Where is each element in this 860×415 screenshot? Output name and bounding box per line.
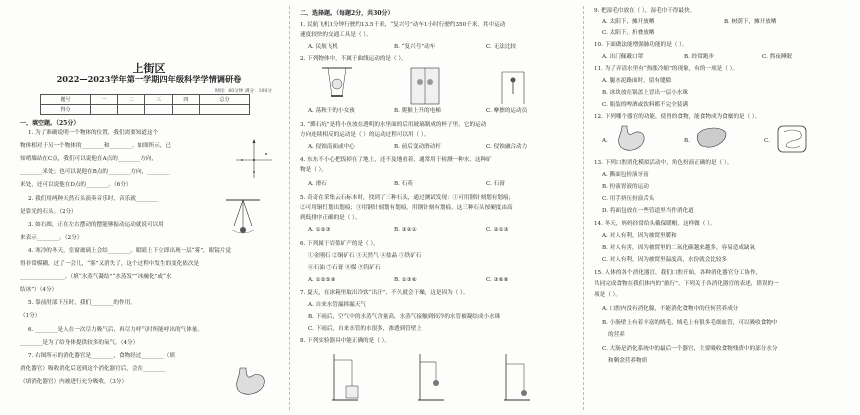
elevator-image bbox=[408, 66, 442, 106]
q15-text: 项是（ ）。 bbox=[594, 292, 621, 298]
option-b-cont: 的营养 bbox=[608, 332, 625, 338]
option-a[interactable]: A. ①②⑤⑨ bbox=[308, 277, 336, 283]
score-header-cell: 总分 bbox=[200, 95, 250, 105]
q13-text: 13. 下列口腔消化模拟活动中，角色扮演正确的是（ ）。 bbox=[594, 160, 733, 166]
score-table-header-row bbox=[41, 95, 250, 105]
option-b[interactable]: B. bbox=[684, 138, 690, 144]
column-middle bbox=[300, 0, 570, 415]
option-b[interactable]: B. ③②① bbox=[394, 227, 417, 233]
q14-text: 14. 冬天，妈妈经常给头戴保暖帽，这样做（ ）。 bbox=[594, 221, 716, 227]
gymnast-image bbox=[496, 66, 530, 106]
liver-organ-image bbox=[696, 124, 728, 154]
s1-line: 5. 靠前肘部下压时，我们________的作用。 bbox=[28, 300, 136, 306]
score-header-cell: 一 bbox=[90, 95, 117, 105]
option-a[interactable]: A. ①②③ bbox=[308, 227, 331, 233]
q11-text: 11. 为了弄清水里有“热胀冷缩”的现象，有的一项是（ ）。 bbox=[594, 66, 739, 72]
s1-line: 2. 我们用两种天然石头演奏音乐时，音乐就________ bbox=[28, 196, 159, 202]
column-divider bbox=[289, 6, 290, 410]
q5-text: ②可用铜钉划出划痕；③用钢针刻划有划痕，用钢针刻有划痕。这三种石头按硬度由高 bbox=[300, 205, 513, 211]
q8-text: 8. 下列实验器具中能正确的是（ ）。 bbox=[300, 338, 390, 344]
option-a[interactable]: A. 民航飞机 bbox=[308, 44, 338, 50]
option-c[interactable]: C. 侵蚀融合动力 bbox=[486, 144, 528, 150]
s1-line: ________________。（填“水蒸气凝结”“水蒸发”“冰融化”或“水 bbox=[20, 274, 172, 280]
s1-line: 消化器官）吸收消化后送到这个消化器官后，会在________ bbox=[20, 366, 166, 372]
option-c[interactable]: C. 熬夜睡眠 bbox=[762, 54, 793, 60]
s1-line: ________米处；也可以说他在B点的________方向，________ bbox=[20, 169, 170, 175]
column-right bbox=[594, 0, 840, 415]
q5-text: 到低排序正确的是（ ）。 bbox=[300, 215, 361, 221]
s1-line: 7. 右图所示的消化器官是________，食物经过________（填 bbox=[28, 353, 175, 359]
s1-line: 1. 为了准确说明一个物体的位置，我们需要知道这个 bbox=[28, 130, 159, 136]
option-b[interactable]: B. 扮演胃液的运动 bbox=[602, 184, 649, 190]
option-b[interactable]: B. 前后变动滑动杆 bbox=[394, 144, 441, 150]
option-b[interactable]: B. 冰块放在锅盖上冒出一层小水珠 bbox=[602, 90, 688, 96]
s1-line: （填消化器官）内被进行充分吸收。（3分） bbox=[20, 379, 128, 385]
column-divider bbox=[583, 6, 584, 410]
q6-items: ①金刚石 ②铜矿石 ③天然气 ④盐晶 ⑤铁矿石 bbox=[308, 253, 422, 259]
option-b[interactable]: B. 对人有害，因为被窝里的二氧化碳越来越多，容易造成缺氧 bbox=[602, 245, 756, 251]
section2-heading: 二、选择题。（每题2分，共30分） bbox=[300, 10, 394, 17]
stomach-organ-image bbox=[614, 124, 646, 154]
pendulum-diagram bbox=[220, 196, 266, 238]
option-a[interactable]: A. 口腔内没有消化腺，不能消化食物中的任何营养成分 bbox=[602, 306, 739, 312]
s1-line: （1分） bbox=[20, 313, 41, 319]
q4-text: 物是（ ）。 bbox=[300, 167, 327, 173]
option-c[interactable]: C. 对人有利，因为被窝里温度高，水份就会比较多 bbox=[602, 257, 728, 263]
option-a[interactable]: A. 自来水管漏摔漏天气 bbox=[308, 302, 366, 308]
s1-line: 米处，还可以说他在D点的________。（6分） bbox=[20, 182, 132, 188]
option-a[interactable]: A. 出门佩戴口罩 bbox=[602, 54, 644, 60]
column-left bbox=[20, 0, 278, 415]
option-b[interactable]: B. 树荫下，摊开放晒 bbox=[724, 19, 777, 25]
section1-heading: 一、填空题。（25分） bbox=[20, 120, 80, 127]
option-c[interactable]: C. ②①③ bbox=[486, 227, 509, 233]
lab-stand-image bbox=[496, 350, 536, 404]
q15-text: 共同完成食物在我们体内的“旅行”。下列关于各消化器官的表述，错误的一 bbox=[594, 281, 779, 287]
score-header-cell: 四 bbox=[172, 95, 199, 105]
option-a[interactable]: A. 太阳下，摊开放晒 bbox=[602, 19, 655, 25]
s1-line: 6. ________是人在一次尽力吸气后，再尽力呼气时所能呼出的气体量。 bbox=[28, 327, 203, 333]
s1-line: 结冰”）（4分） bbox=[20, 287, 58, 293]
score-header-cell: 二 bbox=[118, 95, 145, 105]
option-a[interactable]: A. 滑石 bbox=[308, 181, 327, 187]
score-cell[interactable] bbox=[172, 105, 199, 115]
score-header-cell: 题号 bbox=[41, 95, 91, 105]
option-b[interactable]: B. 下雨后，空气中的水蒸气含量高，水蒸气接触到较冷的水管被凝结成小水珠 bbox=[308, 314, 501, 320]
option-c[interactable]: C. 大肠是消化系统中的最后一个器官，主要吸收食物残渣中的部分水分 bbox=[602, 346, 778, 352]
q5-text: 5. 奇奇在采集云石标本时，找到了三种石头，通过测试发现：①可用钢针刻划有划痕； bbox=[300, 195, 515, 201]
s1-line: 4. 寒冷的冬天，室窗玻璃上会结________，眼睛上下立即出现一层“雾”，眼镜片觉 bbox=[28, 248, 232, 254]
option-a[interactable]: A. bbox=[602, 138, 608, 144]
q6-text: 6. 下列属于岩浆矿产的是（ ）。 bbox=[300, 241, 379, 247]
option-a[interactable]: A. 撕面包扮演牙齿 bbox=[602, 172, 649, 178]
q1-text: 1. 民航飞机1分钟行驶约13.5千米，“复兴号”动车1小时行驶约350千米，其中运动 bbox=[300, 22, 506, 28]
option-b[interactable]: B. 爬猴上升的电梯 bbox=[394, 108, 441, 114]
q7-text: 7. 夏天，在冰箱里取出冷饮“出汗”，不久就会干燥，这是因为（ ）。 bbox=[300, 290, 469, 296]
q1-text: 速度较快的交通工具是（ ）。 bbox=[300, 32, 372, 38]
option-c-cont: 和剩余营养物质 bbox=[608, 358, 648, 364]
option-b[interactable]: B. “复兴号”动车 bbox=[394, 44, 436, 50]
score-cell[interactable] bbox=[200, 105, 250, 115]
option-c[interactable]: C. 瓶装的啤酒或饮料都不完全装满 bbox=[602, 102, 688, 108]
option-d[interactable]: D. 将面包放在一些管道里当作消化道 bbox=[602, 208, 694, 214]
q2-text: 2. 下列物体中，不属于曲线运动的是（ ）。 bbox=[300, 56, 407, 62]
option-b[interactable]: B. 石英 bbox=[394, 181, 413, 187]
option-b[interactable]: B. 经常跑步 bbox=[684, 54, 715, 60]
option-a[interactable]: A. 侵蚀南面或中心 bbox=[308, 144, 355, 150]
s1-line: 3. 如右图，正在左右摆动的摆能够振动运动就说可以用 bbox=[28, 222, 164, 228]
option-c[interactable]: C. 摩擦的运动员 bbox=[486, 108, 528, 114]
s1-line: ________是为了给身体提供较多的氧气。（4分） bbox=[20, 340, 139, 346]
lab-stand-image bbox=[324, 350, 364, 404]
score-header-cell: 三 bbox=[145, 95, 172, 105]
option-c[interactable]: C. ③⑥⑧ bbox=[486, 277, 509, 283]
option-a[interactable]: A. 对人有利，因为被窝里暖和 bbox=[602, 233, 677, 239]
exam-info: 时间：60分钟 满分：100分 bbox=[214, 89, 272, 94]
swing-girl-image bbox=[320, 66, 354, 106]
q12-text: 12. 下列哪个器官的功能，使胃的食物，能食物成为食糜的是（ ）。 bbox=[594, 114, 761, 120]
s1-line: 来表示________。（2分） bbox=[20, 235, 83, 241]
q15-text: 15. 人体的各个消化器官，我们口腔开始，各种消化器官分工协作， bbox=[594, 270, 762, 276]
q3-text: 3. “掷石坑”是将小鱼放在透明的水里面的后用玻璃制成的杯子里，它的运动 bbox=[300, 122, 487, 128]
option-c[interactable]: C. bbox=[764, 138, 770, 144]
option-c[interactable]: C. 下雨后，自来水管的水很多，渗透到管壁上 bbox=[308, 326, 422, 332]
score-cell[interactable] bbox=[145, 105, 172, 115]
option-c[interactable]: C. 太阳下，折叠放晒 bbox=[602, 30, 655, 36]
s1-line: 知哨墙站在C点，我们可以说他在A点的________方向， bbox=[20, 156, 157, 162]
option-c[interactable]: C. 石膏 bbox=[486, 181, 505, 187]
district-title: 上街区 bbox=[132, 62, 166, 75]
score-row-label: 得分 bbox=[41, 105, 91, 115]
q10-text: 10. 下面做法能增强肺功能的是（ ）。 bbox=[594, 42, 688, 48]
q4-text: 4. 东东不小心把饭掉在了地上，还不及地看着，通常用于检测一种水，这种矿 bbox=[300, 157, 492, 163]
q3-text: 方向连续相反的运动是（ ）的运动过程可以用（ ）。 bbox=[300, 132, 430, 138]
option-b[interactable]: B. 小肠壁上有着丰富的绒毛，绒毛上有很多毛细血管，可以吸收食物中 bbox=[602, 320, 778, 326]
q6-items: ⑥石油 ⑦石膏 ⑧煤 ⑨钨矿石 bbox=[308, 265, 381, 271]
score-cell[interactable] bbox=[118, 105, 145, 115]
s1-line: 得非常模糊，过了一会儿，“雾”又消失了，这个过程中发生的变化依次是 bbox=[20, 261, 200, 267]
option-c[interactable]: C. 无法比较 bbox=[486, 44, 517, 50]
option-b[interactable]: B. ①③⑥ bbox=[394, 277, 417, 283]
score-table-row bbox=[41, 105, 250, 115]
exam-title: 2022—2023学年第一学期四年级科学学情调研卷 bbox=[56, 74, 242, 84]
option-a[interactable]: A. 腿水泥路面时，留有缝隙 bbox=[602, 78, 672, 84]
score-cell[interactable] bbox=[90, 105, 117, 115]
stomach-diagram bbox=[230, 364, 270, 398]
option-c[interactable]: C. 用手挤压扮演舌头 bbox=[602, 196, 655, 202]
option-a[interactable]: A. 荡秋千的小女孩 bbox=[308, 108, 355, 114]
q9-text: 9. 把湿毛巾放在（ ），湿毛巾干得最快。 bbox=[594, 8, 696, 14]
s1-line: 物体相对于另一个物体的________和________。如图所示，已 bbox=[20, 143, 172, 149]
score-table bbox=[40, 94, 250, 115]
lab-stand-image bbox=[410, 350, 450, 404]
s1-line: 是靠光的石头。（2分） bbox=[20, 209, 77, 215]
compass-diagram bbox=[234, 138, 274, 182]
intestine-organ-image bbox=[776, 124, 808, 154]
